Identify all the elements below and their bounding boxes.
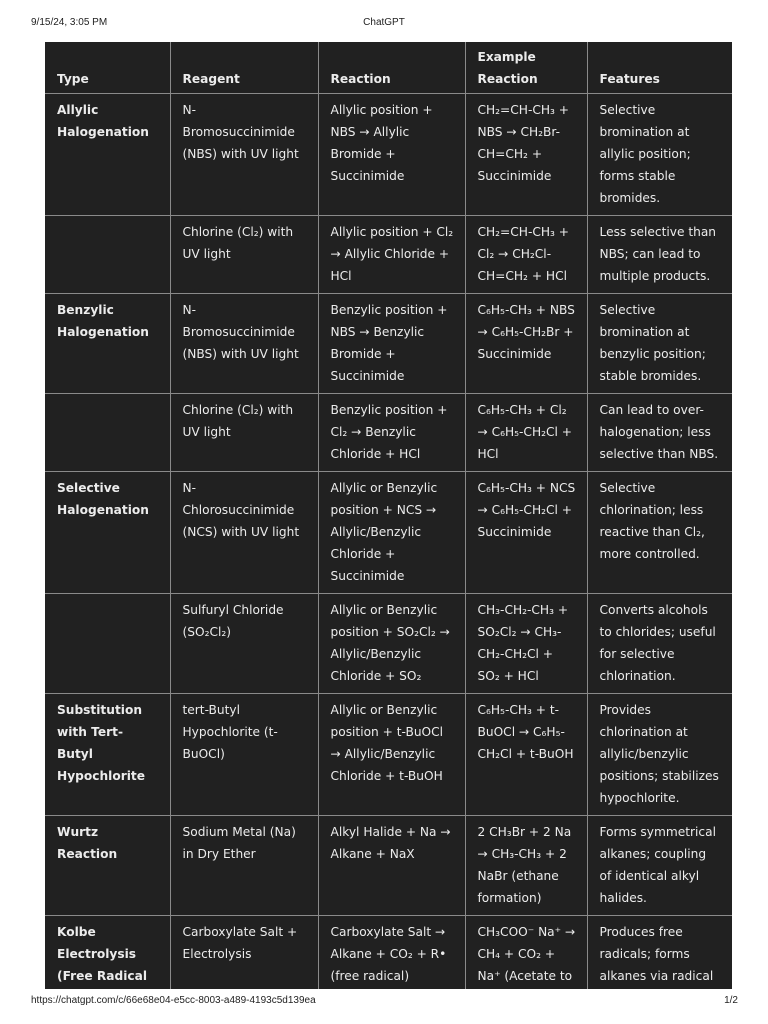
halogenation-table	[45, 42, 732, 989]
cell-reagent: Chlorine (Cl₂) with UV light	[170, 216, 318, 294]
cell-features: Forms symmetrical alkanes; coupling of identical alkyl halides.	[587, 816, 732, 916]
table-row	[45, 94, 732, 216]
cell-example: C₆H₅-CH₃ + t-BuOCl → C₆H₅-CH₂Cl + t-BuOH	[465, 694, 587, 816]
cell-type: Wurtz Reaction	[45, 816, 170, 916]
cell-reagent: N-Bromosuccinimide (NBS) with UV light	[170, 94, 318, 216]
cell-reagent: Sulfuryl Chloride (SO₂Cl₂)	[170, 594, 318, 694]
print-header	[0, 17, 768, 31]
cell-reagent: Sodium Metal (Na) in Dry Ether	[170, 816, 318, 916]
cell-type: Benzylic Halogenation	[45, 294, 170, 394]
cell-type: Selective Halogenation	[45, 472, 170, 594]
table-row	[45, 394, 732, 472]
table-row	[45, 694, 732, 816]
table-row	[45, 594, 732, 694]
table-header-row	[45, 42, 732, 94]
cell-features: Provides chlorination at allylic/benzylic positions; stabilizes hypochlorite.	[587, 694, 732, 816]
cell-example: C₆H₅-CH₃ + Cl₂ → C₆H₅-CH₂Cl + HCl	[465, 394, 587, 472]
print-url: https://chatgpt.com/c/66e68e04-e5cc-8003-a489-4193c5d139ea	[31, 995, 316, 1006]
cell-example: CH₂=CH-CH₃ + NBS → CH₂Br-CH=CH₂ + Succinimide	[465, 94, 587, 216]
cell-example: CH₂=CH-CH₃ + Cl₂ → CH₂Cl-CH=CH₂ + HCl	[465, 216, 587, 294]
print-page-title: ChatGPT	[363, 17, 405, 28]
column-header-features: Features	[587, 42, 732, 94]
cell-reagent: tert-Butyl Hypochlorite (t-BuOCl)	[170, 694, 318, 816]
cell-type	[45, 216, 170, 294]
cell-example: 2 CH₃Br + 2 Na → CH₃-CH₃ + 2 NaBr (ethane formation)	[465, 816, 587, 916]
cell-type: Substitution with Tert-Butyl Hypochlorite	[45, 694, 170, 816]
table-row	[45, 472, 732, 594]
cell-example: CH₃-CH₂-CH₃ + SO₂Cl₂ → CH₃-CH₂-CH₂Cl + SO₂ + HCl	[465, 594, 587, 694]
cell-reaction: Allylic position + Cl₂ → Allylic Chloride + HCl	[318, 216, 465, 294]
cell-reaction: Allylic or Benzylic position + SO₂Cl₂ → Allylic/Benzylic Chloride + SO₂	[318, 594, 465, 694]
table-row	[45, 216, 732, 294]
column-header-type: Type	[45, 42, 170, 94]
cell-reaction: Benzylic position + NBS → Benzylic Bromide + Succinimide	[318, 294, 465, 394]
cell-type: Kolbe Electrolysis (Free Radical	[45, 916, 170, 990]
cell-reaction: Alkyl Halide + Na → Alkane + NaX	[318, 816, 465, 916]
cell-reaction: Allylic or Benzylic position + NCS → Allylic/Benzylic Chloride + Succinimide	[318, 472, 465, 594]
cell-features: Produces free radicals; forms alkanes via radical	[587, 916, 732, 990]
cell-features: Less selective than NBS; can lead to multiple products.	[587, 216, 732, 294]
column-header-example-reaction: Example Reaction	[465, 42, 587, 94]
table-row	[45, 916, 732, 990]
cell-type	[45, 394, 170, 472]
column-header-reagent: Reagent	[170, 42, 318, 94]
column-header-reaction: Reaction	[318, 42, 465, 94]
cell-features: Selective bromination at benzylic position; stable bromides.	[587, 294, 732, 394]
cell-type	[45, 594, 170, 694]
table-row	[45, 294, 732, 394]
cell-features: Converts alcohols to chlorides; useful for selective chlorination.	[587, 594, 732, 694]
cell-reagent: N-Chlorosuccinimide (NCS) with UV light	[170, 472, 318, 594]
cell-features: Selective bromination at allylic position; forms stable bromides.	[587, 94, 732, 216]
cell-reaction: Allylic position + NBS → Allylic Bromide + Succinimide	[318, 94, 465, 216]
cell-features: Selective chlorination; less reactive than Cl₂, more controlled.	[587, 472, 732, 594]
page-number: 1/2	[724, 995, 738, 1006]
cell-reagent: N-Bromosuccinimide (NBS) with UV light	[170, 294, 318, 394]
cell-example: C₆H₅-CH₃ + NCS → C₆H₅-CH₂Cl + Succinimide	[465, 472, 587, 594]
table-row	[45, 816, 732, 916]
cell-features: Can lead to over-halogenation; less selective than NBS.	[587, 394, 732, 472]
cell-reagent: Carboxylate Salt + Electrolysis	[170, 916, 318, 990]
cell-reagent: Chlorine (Cl₂) with UV light	[170, 394, 318, 472]
print-datetime: 9/15/24, 3:05 PM	[31, 17, 108, 28]
cell-reaction: Allylic or Benzylic position + t-BuOCl → Allylic/Benzylic Chloride + t-BuOH	[318, 694, 465, 816]
cell-example: CH₃COO⁻ Na⁺ → CH₄ + CO₂ + Na⁺ (Acetate to	[465, 916, 587, 990]
halogenation-table-container	[45, 42, 732, 989]
cell-reaction: Carboxylate Salt → Alkane + CO₂ + R• (free radical)	[318, 916, 465, 990]
cell-example: C₆H₅-CH₃ + NBS → C₆H₅-CH₂Br + Succinimide	[465, 294, 587, 394]
cell-type: Allylic Halogenation	[45, 94, 170, 216]
print-footer	[0, 995, 768, 1009]
cell-reaction: Benzylic position + Cl₂ → Benzylic Chloride + HCl	[318, 394, 465, 472]
